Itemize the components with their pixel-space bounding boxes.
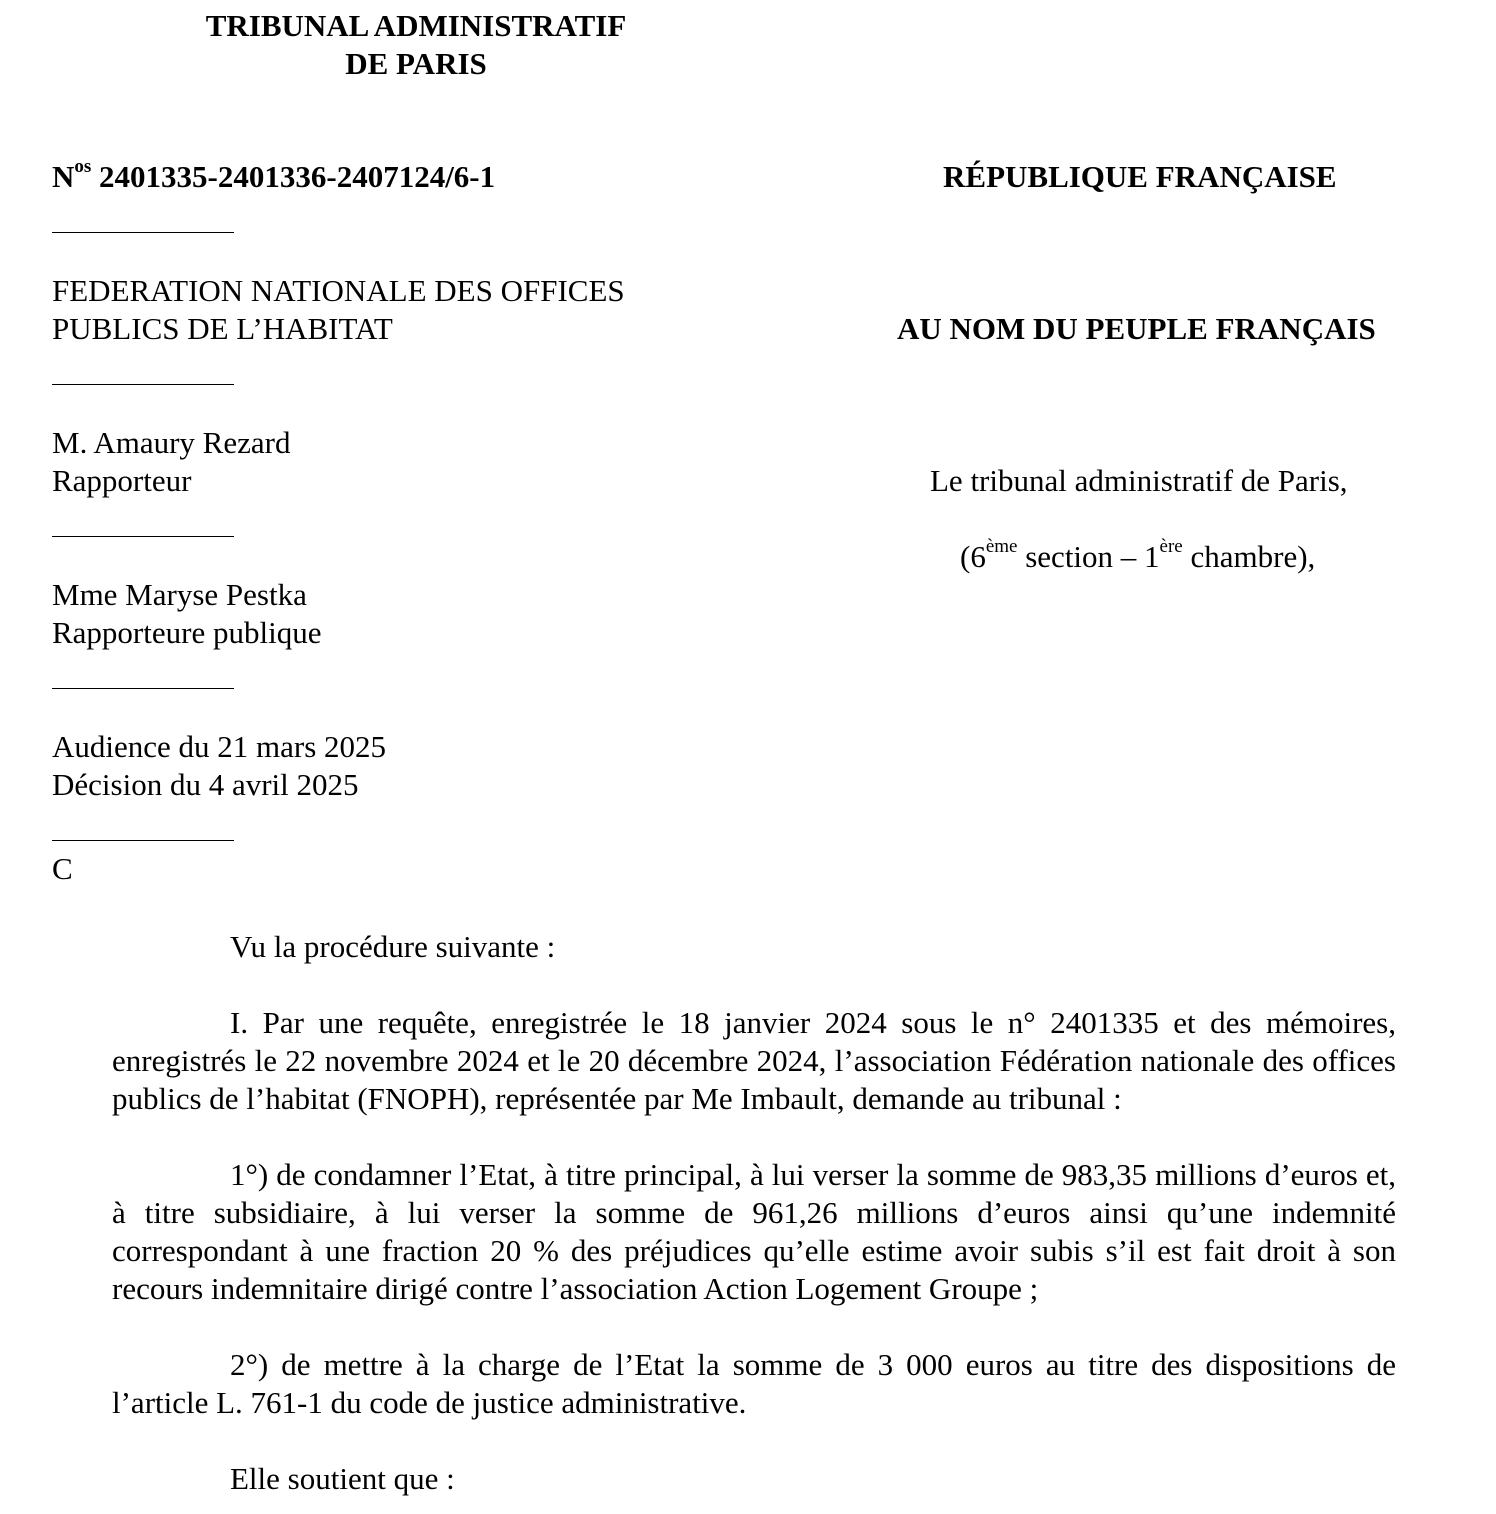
case-number-value: 2401335-2401336-2407124/6-1 [91, 159, 496, 194]
divider-4 [52, 688, 234, 689]
case-prefix: N [52, 159, 75, 194]
case-prefix-sup: os [74, 155, 92, 177]
audience-date: Audience du 21 mars 2025 [52, 729, 387, 764]
tribunal-title-line1: TRIBUNAL ADMINISTRATIF [205, 8, 627, 43]
party-line1: FEDERATION NATIONALE DES OFFICES [52, 273, 625, 308]
paragraph-3: 2°) de mettre à la charge de l’Etat la somme de 3 000 euros au titre des dispositions de l’article L. 761-1 du code de justice administrative. [112, 1347, 1396, 1420]
chamber-open: (6 [960, 539, 986, 574]
chamber-text [960, 535, 1316, 576]
vu-procedure: Vu la procédure suivante : [230, 929, 556, 964]
dates-block [52, 728, 386, 804]
tribunal-title-line2: DE PARIS [345, 46, 487, 81]
case-number [52, 155, 496, 196]
publication-code: C [52, 851, 73, 886]
chamber-mid: section – 1 [1017, 539, 1160, 574]
party-name [52, 272, 625, 348]
chamber-sup-1: ème [985, 535, 1018, 557]
divider-2 [52, 384, 234, 385]
divider-3 [52, 536, 234, 537]
au-nom-heading: AU NOM DU PEUPLE FRANÇAIS [897, 311, 1376, 346]
divider-1 [52, 232, 234, 233]
rapporteur-name: M. Amaury Rezard [52, 425, 291, 460]
tribunal-title [190, 7, 642, 83]
rapporteure-publique-name: Mme Maryse Pestka [52, 577, 307, 612]
decision-date: Décision du 4 avril 2025 [52, 767, 359, 802]
chamber-close: chambre), [1182, 539, 1316, 574]
paragraph-2: 1°) de condamner l’Etat, à titre principal, à lui verser la somme de 983,35 millions d’euros et, à titre subsidiaire, à lui verser la somme de 961,26 millions d’euros ainsi qu’une indemnité correspondant à une fraction 20 % des préjudices qu’elle estime avoir subis s’il est fait droit à son recours indemnitaire dirigé contre l’association Action Logement Groupe ; [112, 1157, 1396, 1306]
tribunal-text: Le tribunal administratif de Paris, [930, 463, 1348, 498]
rapporteure-publique-block [52, 576, 321, 652]
party-line2: PUBLICS DE L’HABITAT [52, 311, 393, 346]
republique-heading: RÉPUBLIQUE FRANÇAISE [943, 159, 1337, 194]
chamber-sup-2: ère [1159, 535, 1183, 557]
rapporteur-role: Rapporteur [52, 463, 192, 498]
rapporteure-publique-role: Rapporteure publique [52, 615, 322, 650]
rapporteur-block [52, 424, 290, 500]
divider-5 [52, 840, 234, 841]
paragraph-1: I. Par une requête, enregistrée le 18 janvier 2024 sous le n° 2401335 et des mémoires, enregistrés le 22 novembre 2024 et le 20 décembre 2024, l’association Fédération nationale des offices publics de l’habitat (FNOPH), représentée par Me Imbault, demande au tribunal : [112, 1005, 1396, 1116]
elle-soutient: Elle soutient que : [230, 1461, 455, 1496]
